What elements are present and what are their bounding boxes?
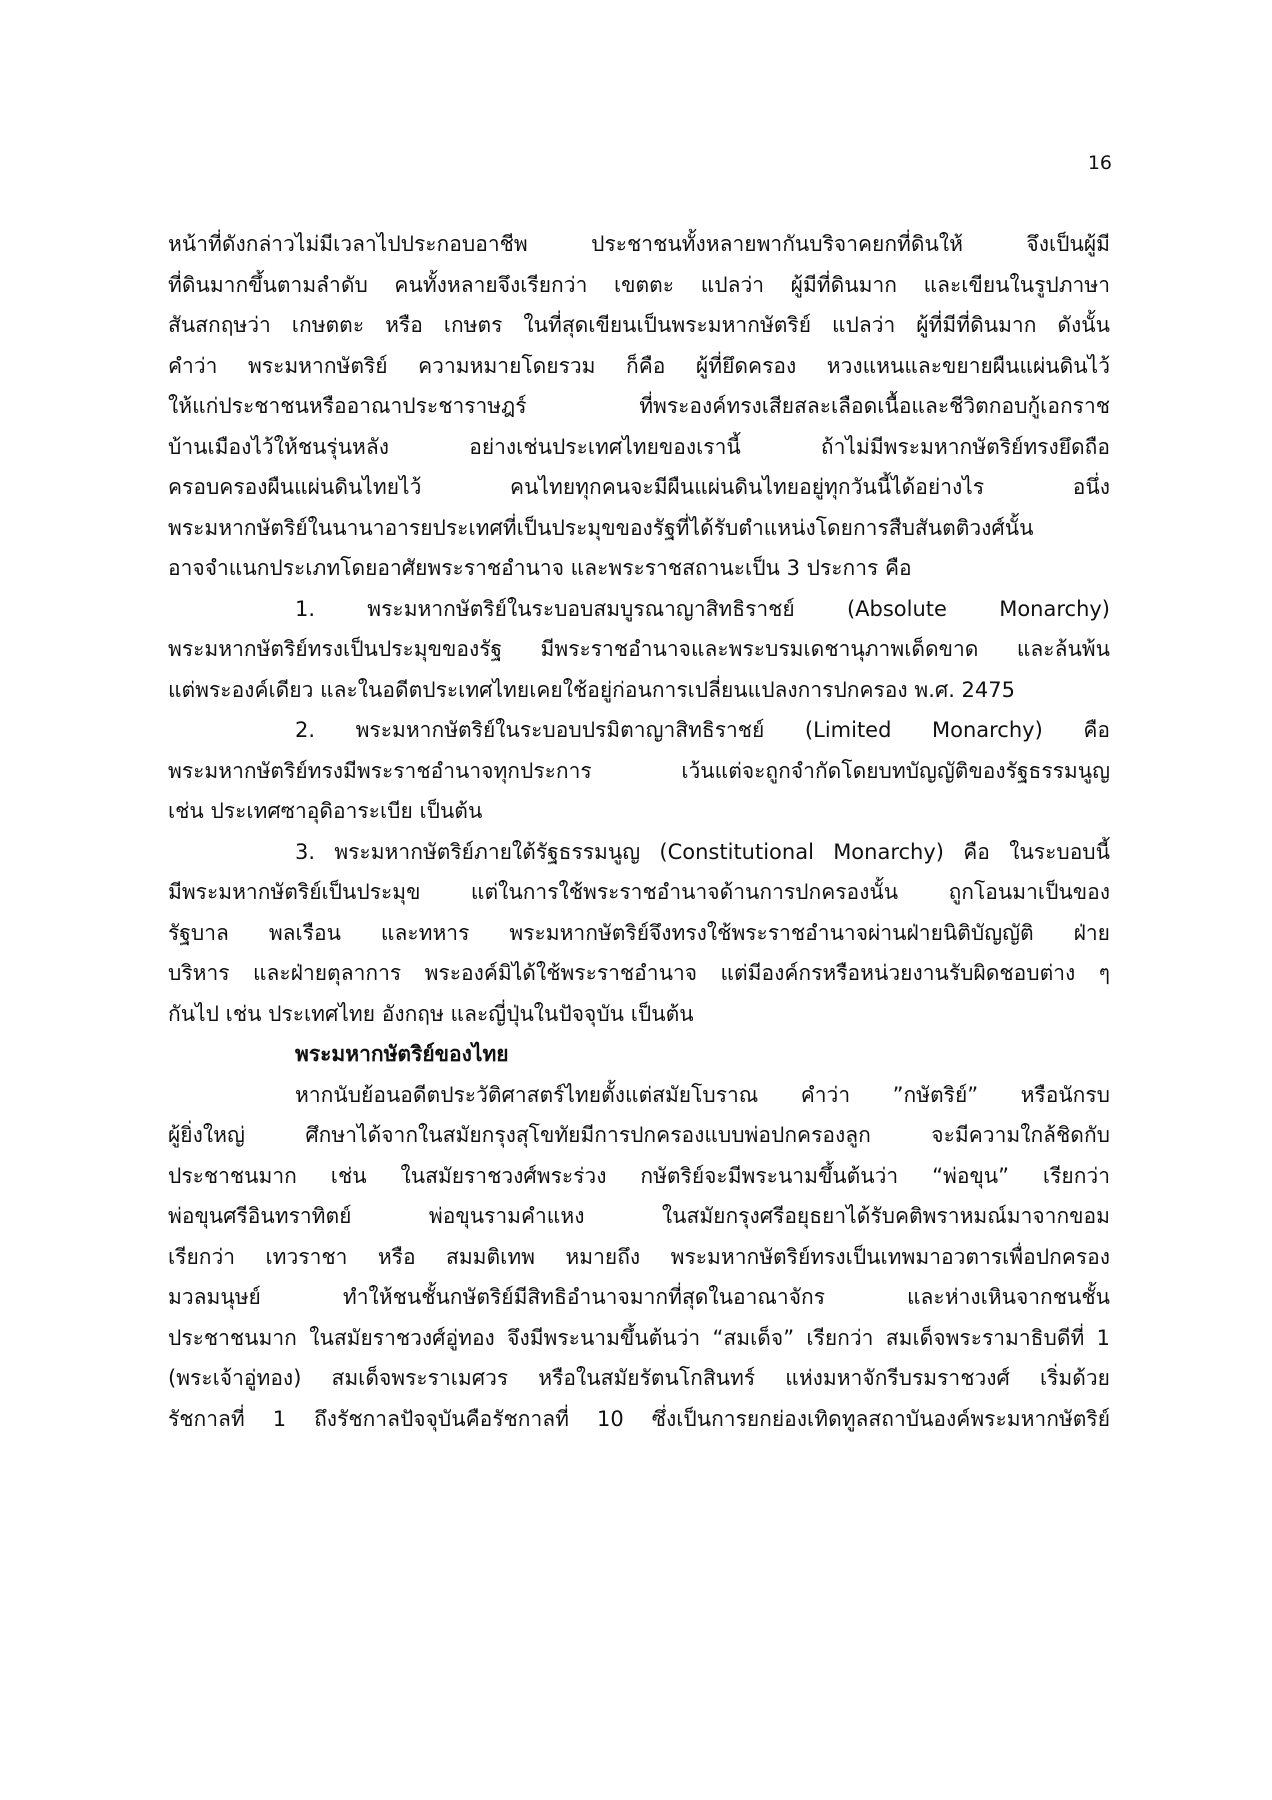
body-line: ครอบครองผืนแผ่นดินไทยไว้ คนไทยทุกคนจะมีผืนแผ่นดินไทยอยู่ทุกวันนี้ได้อย่างไร อนึ่ง	[168, 475, 1110, 499]
body-line: อาจจำแนกประเภทโดยอาศัยพระราชอำนาจ และพระราชสถานะเป็น 3 ประการ คือ	[168, 556, 912, 580]
page-number: 16	[1087, 152, 1112, 174]
body-line: หากนับย้อนอดีตประวัติศาสตร์ไทยตั้งแต่สมัยโบราณ คำว่า ”กษัตริย์” หรือนักรบ	[295, 1082, 1110, 1107]
section-heading: พระมหากษัตริย์ของไทย	[295, 1042, 509, 1066]
list-item-1: 1. พระมหากษัตริย์ในระบอบสมบูรณาญาสิทธิราชย์ (Absolute Monarchy)	[295, 596, 1110, 621]
body-line: รัชกาลที่ 1 ถึงรัชกาลปัจจุบันคือรัชกาลที่ 10 ซึ่งเป็นการยกย่องเทิดทูลสถาบันองค์พระมหากษัตริย์	[168, 1406, 1110, 1431]
body-line: กันไป เช่น ประเทศไทย อังกฤษ และญี่ปุ่นในปัจจุบัน เป็นต้น	[168, 1001, 694, 1026]
body-line: ประชาชนมาก เช่น ในสมัยราชวงศ์พระร่วง กษัตริย์จะมีพระนามขึ้นต้นว่า “พ่อขุน” เรียกว่า	[168, 1163, 1110, 1188]
body-line: มีพระมหากษัตริย์เป็นประมุข แต่ในการใช้พระราชอำนาจด้านการปกครองนั้น ถูกโอนมาเป็นของ	[168, 880, 1110, 904]
body-line: (พระเจ้าอู่ทอง) สมเด็จพระราเมศวร หรือในสมัยรัตนโกสินทร์ แห่งมหาจักรีบรมราชวงศ์ เริ่มด้วย	[168, 1366, 1110, 1390]
body-line: ให้แก่ประชาชนหรืออาณาประชาราษฎร์ ที่พระองค์ทรงเสียสละเลือดเนื้อและชีวิตกอบกู้เอกราช	[168, 394, 1110, 418]
body-line: ผู้ยิ่งใหญ่ ศึกษาได้จากในสมัยกรุงสุโขทัยมีการปกครองแบบพ่อปกครองลูก จะมีความใกล้ชิดกับ	[168, 1123, 1110, 1147]
body-line: พระมหากษัตริย์ทรงมีพระราชอำนาจทุกประการ เว้นแต่จะถูกจำกัดโดยบทบัญญัติของรัฐธรรมนูญ	[168, 758, 1110, 783]
body-line: มวลมนุษย์ ทำให้ชนชั้นกษัตริย์มีสิทธิอำนาจมากที่สุดในอาณาจักร และห่างเหินจากชนชั้น	[168, 1285, 1110, 1309]
body-line: พ่อขุนศรีอินทราทิตย์ พ่อขุนรามคำแหง ในสมัยกรุงศรีอยุธยาได้รับคติพราหมณ์มาจากขอม	[168, 1204, 1110, 1228]
body-line: แต่พระองค์เดียว และในอดีตประเทศไทยเคยใช้อยู่ก่อนการเปลี่ยนแปลงการปกครอง พ.ศ. 2475	[168, 677, 1015, 702]
body-line: บริหาร และฝ่ายตุลาการ พระองค์มิได้ใช้พระราชอำนาจ แต่มีองค์กรหรือหน่วยงานรับผิดชอบต่าง ๆ	[168, 961, 1110, 985]
body-line: สันสกฤษว่า เกษตตะ หรือ เกษตร ในที่สุดเขียนเป็นพระมหากษัตริย์ แปลว่า ผู้ที่มีที่ดินมาก ดังนั้น	[168, 313, 1110, 337]
body-line: พระมหากษัตริย์ทรงเป็นประมุขของรัฐ มีพระราชอำนาจและพระบรมเดชานุภาพเด็ดขาด และล้นพ้น	[168, 637, 1110, 661]
body-line: เรียกว่า เทวราชา หรือ สมมติเทพ หมายถึง พระมหากษัตริย์ทรงเป็นเทพมาอวตารเพื่อปกครอง	[168, 1244, 1110, 1269]
list-item-3: 3. พระมหากษัตริย์ภายใต้รัฐธรรมนูญ (Constitutional Monarchy) คือ ในระบอบนี้	[295, 839, 1110, 864]
body-line: รัฐบาล พลเรือน และทหาร พระมหากษัตริย์จึงทรงใช้พระราชอำนาจผ่านฝ่ายนิติบัญญัติ ฝ่าย	[168, 920, 1110, 945]
body-line: บ้านเมืองไว้ให้ชนรุ่นหลัง อย่างเช่นประเทศไทยของเรานี้ ถ้าไม่มีพระมหากษัตริย์ทรงยึดถือ	[168, 434, 1110, 459]
body-line: ที่ดินมากขึ้นตามลำดับ คนทั้งหลายจึงเรียกว่า เขตตะ แปลว่า ผู้มีที่ดินมาก และเขียนในรูปภาษา	[168, 272, 1110, 297]
body-line: เช่น ประเทศซาอุดิอาระเบีย เป็นต้น	[168, 799, 483, 823]
document-body	[168, 224, 1110, 1439]
body-line: คำว่า พระมหากษัตริย์ ความหมายโดยรวม ก็คือ ผู้ที่ยึดครอง หวงแหนและขยายผืนแผ่นดินไว้	[168, 353, 1110, 378]
list-item-2: 2. พระมหากษัตริย์ในระบอบปรมิตาญาสิทธิราชย์ (Limited Monarchy) คือ	[295, 718, 1110, 742]
body-line: พระมหากษัตริย์ในนานาอารยประเทศที่เป็นประมุขของรัฐที่ได้รับตำแหน่งโดยการสืบสันตติวงศ์นั้น	[168, 515, 1034, 540]
body-line: ประชาชนมาก ในสมัยราชวงศ์อู่ทอง จึงมีพระนามขึ้นต้นว่า “สมเด็จ” เรียกว่า สมเด็จพระรามาธิบดีที่ 1	[168, 1325, 1110, 1350]
body-line: หน้าที่ดังกล่าวไม่มีเวลาไปประกอบอาชีพ ประชาชนทั้งหลายพากันบริจาคยกที่ดินให้ จึงเป็นผู้มี	[168, 232, 1110, 256]
